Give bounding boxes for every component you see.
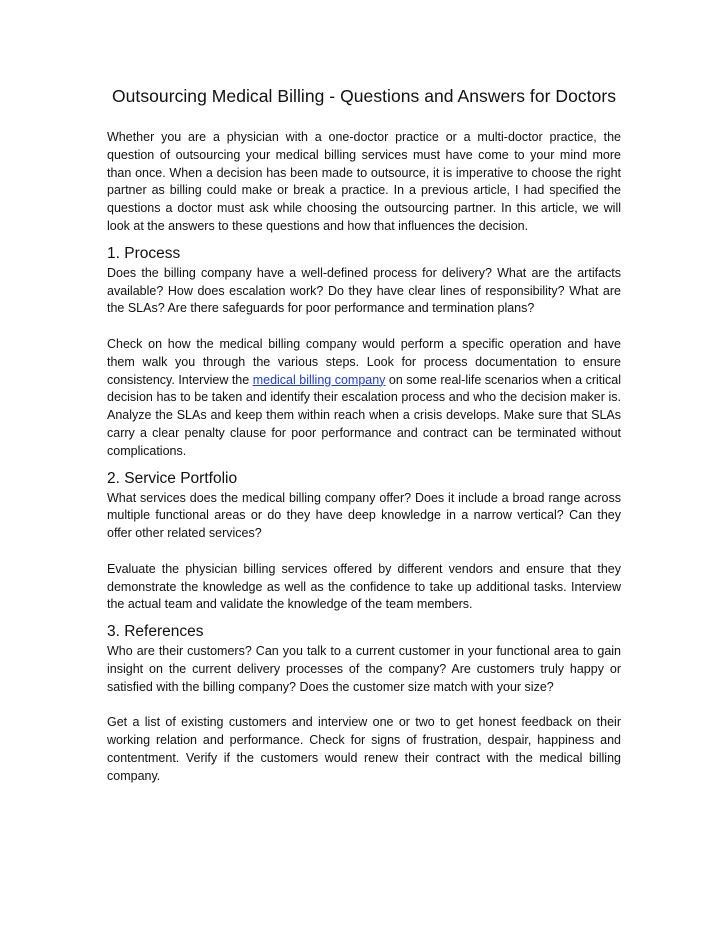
intro-paragraph: Whether you are a physician with a one-doctor practice or a multi-doctor practice, the question of outsourcing your medical billing services must have come to your mind more than once. When a decision has been made to outsource, it is imperative to choose the right partner as billing could make or break a practice. In a previous article, I had specified the questions a doctor must ask while choosing the outsourcing partner. In this article, we will look at the answers to these questions and how that influences the decision. [107,130,621,233]
paragraph-gap [107,318,621,336]
references-questions: Who are their customers? Can you talk to a current customer in your functional area to gain insight on the current delivery processes of the company? Are customers truly happy or satisfied with the billing company? Does the customer size match with your size? [107,644,621,694]
section-heading-process: 1. Process [107,244,181,262]
medical-billing-company-link[interactable]: medical billing company [252,372,386,387]
document-title: Outsourcing Medical Billing - Questions and Answers for Doctors [111,86,617,106]
references-answer: Get a list of existing customers and interview one or two to get honest feedback on their working relation and performance. Check for signs of frustration, despair, happiness and contentment. Verify if the customers would renew their contract with the medical billing company. [107,715,621,783]
process-answer-text: Check on how the medical billing company would perform a specific operation and have them walk you through the various steps. Look for process documentation to ensure consistency. Interview the [107,336,621,387]
paragraph-gap [107,697,621,715]
paragraph-gap [107,543,621,561]
service-portfolio-answer: Evaluate the physician billing services offered by different vendors and ensure that they demonstrate the knowledge as well as the confidence to take up additional tasks. Interview the actual team and validate the knowledge of the team members. [107,561,621,612]
process-answer-text-cont: on some real-life scenarios when a critical decision has to be taken and identify their escalation process and who the decision maker is. Analyze the SLAs and keep them within reach when a crisis develops. Make sure that SLAs carry a clear penalty clause for poor performance and contract can be terminated without complications. [107,372,621,458]
process-answer [107,336,621,461]
section-heading-service-portfolio: 2. Service Portfolio [107,469,238,487]
section-heading-references: 3. References [107,623,204,641]
service-portfolio-questions: What services does the medical billing company offer? Does it include a broad range across multiple functional areas or do they have deep knowledge in a narrow vertical? Can they offer other related services? [107,490,621,541]
process-questions: Does the billing company have a well-defined process for delivery? What are the artifacts available? How does escalation work? Do they have clear lines of responsibility? What are the SLAs? Are there safeguards for poor performance and termination plans? [107,265,621,316]
